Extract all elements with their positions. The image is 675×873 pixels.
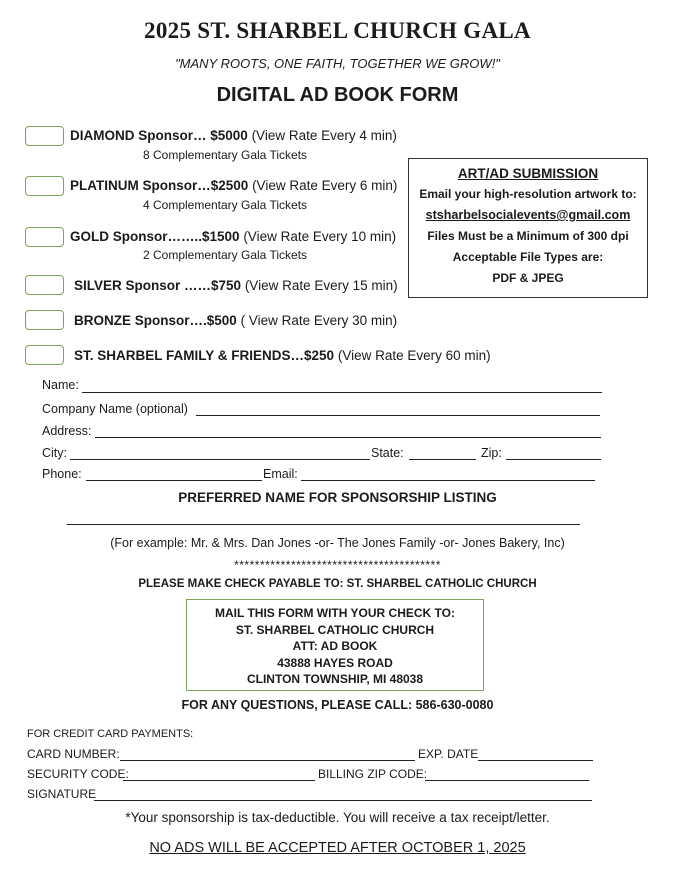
city-label: City: — [42, 446, 67, 460]
exp-date-label: EXP. DATE — [418, 747, 479, 761]
tier-diamond-tickets: 8 Complementary Gala Tickets — [142, 148, 308, 162]
zip-field[interactable] — [506, 459, 601, 460]
art-submission-title: ART/AD SUBMISSION — [457, 166, 599, 181]
stars-divider: **************************************** — [234, 558, 441, 572]
billing-zip-label: BILLING ZIP CODE: — [318, 767, 428, 781]
bronze-checkbox[interactable] — [25, 310, 64, 330]
exp-date-field[interactable] — [478, 760, 593, 761]
art-file-types: PDF & JPEG — [492, 271, 564, 285]
check-payable: PLEASE MAKE CHECK PAYABLE TO: ST. SHARBEL CATHOLIC CHURCH — [138, 578, 537, 590]
art-file-types-label: Acceptable File Types are: — [452, 250, 604, 264]
form-title: DIGITAL AD BOOK FORM — [216, 84, 459, 106]
tax-note: *Your sponsorship is tax-deductible. You will receive a tax receipt/letter. — [125, 810, 550, 825]
mail-line-1: MAIL THIS FORM WITH YOUR CHECK TO: — [215, 606, 455, 620]
tier-platinum-tickets: 4 Complementary Gala Tickets — [142, 198, 308, 212]
art-email-link[interactable]: stsharbelsocialevents@gmail.com — [425, 208, 631, 222]
security-code-field[interactable] — [123, 780, 315, 781]
tier-bronze: BRONZE Sponsor….$500 ( View Rate Every 30 min) — [74, 313, 398, 328]
billing-zip-field[interactable] — [425, 780, 589, 781]
company-field[interactable] — [196, 415, 600, 416]
mail-line-4: 43888 HAYES ROAD — [277, 655, 393, 670]
listing-name-field[interactable] — [67, 524, 580, 525]
questions-phone: FOR ANY QUESTIONS, PLEASE CALL: 586-630-0080 — [181, 698, 494, 712]
email-label: Email: — [263, 467, 298, 481]
motto: "MANY ROOTS, ONE FAITH, TOGETHER WE GROW!" — [175, 56, 500, 71]
card-number-field[interactable] — [120, 760, 415, 761]
mail-line-3: ATT: AD BOOK — [292, 639, 378, 653]
state-field[interactable] — [409, 459, 476, 460]
tier-family-friends: ST. SHARBEL FAMILY & FRIENDS…$250 (View Rate Every 60 min) — [74, 348, 491, 363]
company-label: Company Name (optional) — [42, 402, 188, 416]
art-email-instruction: Email your high-resolution artwork to: — [419, 187, 637, 201]
signature-field[interactable] — [94, 800, 592, 801]
mail-line-5: CLINTON TOWNSHIP, MI 48038 — [246, 672, 424, 686]
phone-label: Phone: — [42, 467, 82, 481]
card-number-label: CARD NUMBER: — [27, 747, 120, 761]
state-label: State: — [371, 446, 404, 460]
city-field[interactable] — [70, 459, 370, 460]
email-field[interactable] — [301, 480, 595, 481]
address-field[interactable] — [95, 437, 601, 438]
deadline-note: NO ADS WILL BE ACCEPTED AFTER OCTOBER 1, 2025 — [149, 840, 526, 856]
name-field[interactable] — [82, 392, 602, 393]
art-submission-box — [408, 158, 648, 298]
platinum-checkbox[interactable] — [25, 176, 64, 196]
silver-checkbox[interactable] — [25, 275, 64, 295]
mail-line-2: ST. SHARBEL CATHOLIC CHURCH — [235, 622, 435, 637]
address-label: Address: — [42, 424, 92, 438]
credit-heading: FOR CREDIT CARD PAYMENTS: — [27, 728, 194, 740]
tier-platinum: PLATINUM Sponsor…$2500 (View Rate Every 6 min) — [70, 178, 398, 193]
diamond-checkbox[interactable] — [25, 126, 64, 146]
family-friends-checkbox[interactable] — [25, 345, 64, 365]
security-code-label: SECURITY CODE: — [27, 767, 129, 781]
tier-diamond: DIAMOND Sponsor… $5000 (View Rate Every 4 min) — [70, 128, 397, 143]
zip-label: Zip: — [481, 446, 502, 460]
art-dpi-note: Files Must be a Minimum of 300 dpi — [427, 229, 629, 243]
listing-title: PREFERRED NAME FOR SPONSORSHIP LISTING — [178, 490, 497, 505]
gold-checkbox[interactable] — [25, 227, 64, 247]
tier-silver: SILVER Sponsor ……$750 (View Rate Every 15 min) — [74, 278, 398, 293]
listing-example: (For example: Mr. & Mrs. Dan Jones -or- The Jones Family -or- Jones Bakery, Inc) — [110, 536, 565, 550]
name-label: Name: — [42, 378, 79, 392]
tier-gold: GOLD Sponsor……..$1500 (View Rate Every 10 min) — [70, 229, 397, 244]
phone-field[interactable] — [86, 480, 262, 481]
tier-gold-tickets: 2 Complementary Gala Tickets — [142, 248, 308, 262]
signature-label: SIGNATURE — [27, 787, 97, 801]
mail-address-box — [186, 599, 484, 691]
page-title: 2025 ST. SHARBEL CHURCH GALA — [144, 18, 531, 43]
